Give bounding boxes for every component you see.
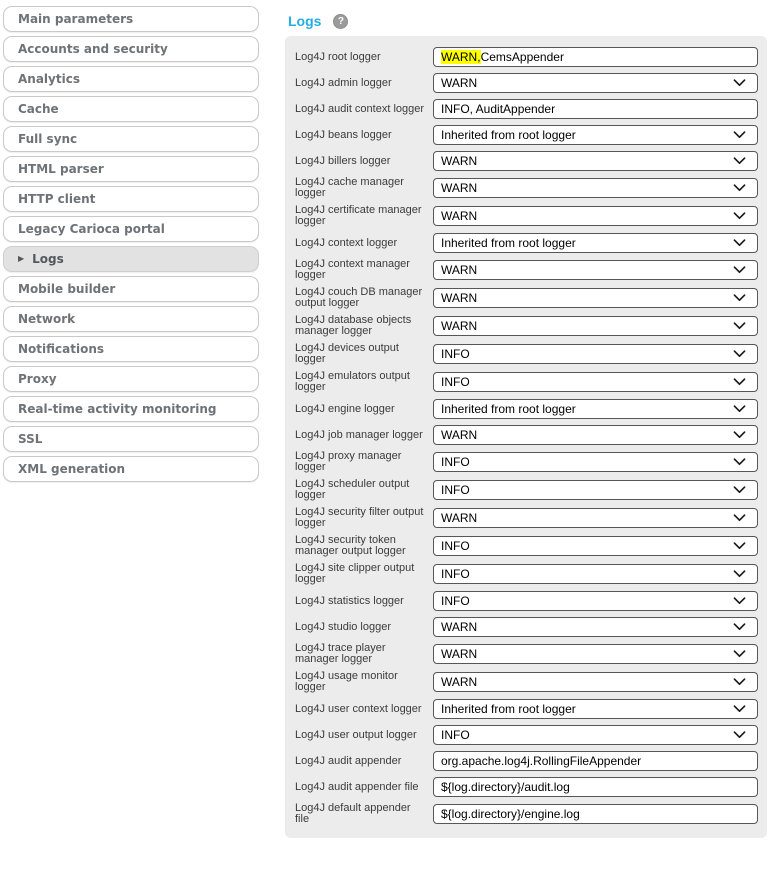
selected-value: WARN: [441, 511, 478, 525]
form-row: [295, 591, 758, 611]
sidebar-item-label: Mobile builder: [18, 282, 116, 296]
field-control: [433, 399, 758, 419]
field-label: Log4J root logger: [295, 50, 381, 63]
form-row: [295, 803, 758, 825]
input-value: ${log.directory}/audit.log: [441, 780, 570, 794]
selected-value: WARN: [441, 319, 478, 333]
selected-value: INFO: [441, 347, 470, 361]
field-label: Log4J user context logger: [295, 702, 422, 715]
field-control: [433, 206, 758, 226]
sidebar-item-accounts-and-security[interactable]: [3, 36, 259, 62]
sidebar-item-main-parameters[interactable]: [3, 6, 259, 32]
search-highlight: WARN,: [441, 50, 481, 64]
field-label: Log4J devices output logger: [295, 342, 399, 365]
field-control: [433, 151, 758, 171]
log4j-root-logger-input[interactable]: [433, 47, 758, 67]
field-control: [433, 425, 758, 445]
section-header: [285, 6, 767, 36]
form-row: [295, 777, 758, 797]
log4j-user-output-logger-select[interactable]: [433, 725, 758, 745]
chevron-down-icon: [733, 650, 746, 658]
chevron-down-icon: [733, 184, 746, 192]
selected-value: INFO: [441, 594, 470, 608]
form-row: [295, 699, 758, 719]
log4j-billers-logger-select[interactable]: [433, 151, 758, 171]
form-row: [295, 617, 758, 637]
field-label: Log4J engine logger: [295, 402, 395, 415]
sidebar-item-cache[interactable]: [3, 96, 259, 122]
field-label: Log4J billers logger: [295, 154, 391, 167]
field-control: [433, 644, 758, 664]
selected-value: WARN: [441, 154, 478, 168]
chevron-down-icon: [733, 731, 746, 739]
chevron-down-icon: [733, 542, 746, 550]
log4j-usage-monitor-logger-select[interactable]: [433, 672, 758, 692]
chevron-down-icon: [733, 486, 746, 494]
chevron-down-icon: [733, 79, 746, 87]
sidebar-item-full-sync[interactable]: [3, 126, 259, 152]
chevron-down-icon: [733, 705, 746, 713]
field-control: [433, 99, 758, 119]
selected-value: Inherited from root logger: [441, 128, 576, 142]
field-label: Log4J audit appender: [295, 754, 402, 767]
log4j-default-appender-file-input[interactable]: [433, 804, 758, 824]
log4j-job-manager-logger-select[interactable]: [433, 425, 758, 445]
field-control: [433, 536, 758, 556]
page-title: Logs: [288, 13, 322, 29]
field-label: Log4J security token manager output logger: [295, 534, 406, 557]
log4j-context-manager-logger-select[interactable]: [433, 260, 758, 280]
form-row: [295, 479, 758, 501]
form-row: [295, 177, 758, 199]
log4j-engine-logger-select[interactable]: [433, 399, 758, 419]
sidebar-item-label: HTML parser: [18, 162, 104, 176]
selected-value: INFO: [441, 375, 470, 389]
selected-value: WARN: [441, 647, 478, 661]
chevron-down-icon: [733, 350, 746, 358]
chevron-down-icon: [733, 212, 746, 220]
sidebar-item-label: Legacy Carioca portal: [18, 222, 165, 236]
field-control: [433, 260, 758, 280]
selected-value: INFO: [441, 483, 470, 497]
log4j-admin-logger-select[interactable]: [433, 73, 758, 93]
log4j-database-objects-manager-logger-select[interactable]: [433, 316, 758, 336]
field-label: Log4J proxy manager logger: [295, 450, 402, 473]
field-control: [433, 508, 758, 528]
sidebar-item-real-time-activity-monitoring[interactable]: [3, 396, 259, 422]
field-control: [433, 804, 758, 824]
form-row: [295, 751, 758, 771]
form-row: [295, 343, 758, 365]
form-row: [295, 643, 758, 665]
form-row: [295, 287, 758, 309]
field-label: Log4J statistics logger: [295, 594, 404, 607]
chevron-down-icon: [733, 514, 746, 522]
form-row: [295, 425, 758, 445]
input-value: INFO, AuditAppender: [441, 102, 556, 116]
sidebar: [3, 6, 259, 838]
field-label: Log4J certificate manager logger: [295, 204, 422, 227]
field-control: [433, 672, 758, 692]
field-label: Log4J trace player manager logger: [295, 642, 386, 665]
field-label: Log4J audit context logger: [295, 102, 425, 115]
form-row: [295, 73, 758, 93]
input-value: ${log.directory}/engine.log: [441, 807, 580, 821]
form-row: [295, 563, 758, 585]
sidebar-item-label: Main parameters: [18, 12, 134, 26]
field-control: [433, 316, 758, 336]
chevron-down-icon: [733, 678, 746, 686]
form-row: [295, 725, 758, 745]
chevron-down-icon: [733, 623, 746, 631]
form-row: [295, 259, 758, 281]
log4j-cache-manager-logger-select[interactable]: [433, 178, 758, 198]
field-label: Log4J beans logger: [295, 128, 392, 141]
log4j-site-clipper-output-logger-select[interactable]: [433, 564, 758, 584]
form-row: [295, 535, 758, 557]
field-control: [433, 344, 758, 364]
log4j-security-filter-output-logger-select[interactable]: [433, 508, 758, 528]
field-control: [433, 725, 758, 745]
field-control: [433, 480, 758, 500]
chevron-down-icon: [733, 239, 746, 247]
field-label: Log4J job manager logger: [295, 428, 423, 441]
sidebar-item-label: Accounts and security: [18, 42, 168, 56]
sidebar-item-label: Full sync: [18, 132, 78, 146]
sidebar-item-label: XML generation: [18, 462, 126, 476]
selected-value: Inherited from root logger: [441, 702, 576, 716]
sidebar-item-label: SSL: [18, 432, 43, 446]
chevron-down-icon: [733, 131, 746, 139]
sidebar-item-label: Notifications: [18, 342, 105, 356]
field-control: [433, 699, 758, 719]
field-label: Log4J scheduler output logger: [295, 478, 410, 501]
field-control: [433, 372, 758, 392]
chevron-down-icon: [733, 378, 746, 386]
selected-value: WARN: [441, 209, 478, 223]
sidebar-item-analytics[interactable]: [3, 66, 259, 92]
chevron-down-icon: [733, 431, 746, 439]
sidebar-item-http-client[interactable]: [3, 186, 259, 212]
field-control: [433, 47, 758, 67]
field-label: Log4J emulators output logger: [295, 370, 410, 393]
log4j-trace-player-manager-logger-select[interactable]: [433, 644, 758, 664]
logs-settings-panel: [285, 36, 767, 838]
selected-value: WARN: [441, 620, 478, 634]
form-row: [295, 205, 758, 227]
caret-right-icon: ▶: [18, 254, 25, 263]
chevron-down-icon: [733, 405, 746, 413]
help-icon[interactable]: ?: [333, 14, 348, 29]
log4j-certificate-manager-logger-select[interactable]: [433, 206, 758, 226]
field-label: Log4J admin logger: [295, 76, 392, 89]
field-label: Log4J database objects manager logger: [295, 314, 412, 337]
log4j-beans-logger-select[interactable]: [433, 125, 758, 145]
selected-value: Inherited from root logger: [441, 402, 576, 416]
log4j-scheduler-output-logger-select[interactable]: [433, 480, 758, 500]
log4j-audit-appender-file-input[interactable]: [433, 777, 758, 797]
selected-value: INFO: [441, 567, 470, 581]
form-row: [295, 671, 758, 693]
field-control: [433, 125, 758, 145]
field-control: [433, 233, 758, 253]
field-control: [433, 591, 758, 611]
sidebar-item-mobile-builder[interactable]: [3, 276, 259, 302]
sidebar-item-label: Network: [18, 312, 76, 326]
form-row: [295, 233, 758, 253]
field-control: [433, 564, 758, 584]
field-label: Log4J site clipper output logger: [295, 562, 415, 585]
form-row: [295, 125, 758, 145]
chevron-down-icon: [733, 597, 746, 605]
log4j-user-context-logger-select[interactable]: [433, 699, 758, 719]
log4j-statistics-logger-select[interactable]: [433, 591, 758, 611]
chevron-down-icon: [733, 157, 746, 165]
field-control: [433, 751, 758, 771]
chevron-down-icon: [733, 570, 746, 578]
selected-value: WARN: [441, 263, 478, 277]
selected-value: WARN: [441, 675, 478, 689]
field-label: Log4J context manager logger: [295, 258, 410, 281]
sidebar-item-label: Proxy: [18, 372, 57, 386]
sidebar-item-notifications[interactable]: [3, 336, 259, 362]
selected-value: INFO: [441, 539, 470, 553]
sidebar-item-xml-generation[interactable]: [3, 456, 259, 482]
chevron-down-icon: [733, 322, 746, 330]
log4j-security-token-manager-output-logger-select[interactable]: [433, 536, 758, 556]
selected-value: INFO: [441, 728, 470, 742]
chevron-down-icon: [733, 294, 746, 302]
sidebar-item-legacy-carioca-portal[interactable]: [3, 216, 259, 242]
form-row: [295, 151, 758, 171]
field-control: [433, 777, 758, 797]
form-row: [295, 451, 758, 473]
log4j-devices-output-logger-select[interactable]: [433, 344, 758, 364]
chevron-down-icon: [733, 458, 746, 466]
sidebar-item-logs[interactable]: [3, 246, 259, 272]
field-label: Log4J couch DB manager output logger: [295, 286, 423, 309]
form-row: [295, 507, 758, 529]
form-row: [295, 315, 758, 337]
input-value: org.apache.log4j.RollingFileAppender: [441, 754, 642, 768]
field-control: [433, 178, 758, 198]
sidebar-item-label: Cache: [18, 102, 59, 116]
field-control: [433, 73, 758, 93]
field-control: [433, 452, 758, 472]
selected-value: INFO: [441, 455, 470, 469]
sidebar-item-label: HTTP client: [18, 192, 96, 206]
field-label: Log4J usage monitor logger: [295, 670, 398, 693]
field-label: Log4J default appender file: [295, 802, 411, 825]
sidebar-item-proxy[interactable]: [3, 366, 259, 392]
sidebar-item-label: Analytics: [18, 72, 80, 86]
sidebar-item-label: Logs: [32, 252, 64, 266]
log4j-proxy-manager-logger-select[interactable]: [433, 452, 758, 472]
chevron-down-icon: [733, 266, 746, 274]
sidebar-item-ssl[interactable]: [3, 426, 259, 452]
selected-value: WARN: [441, 76, 478, 90]
input-value: CemsAppender: [480, 50, 564, 64]
field-control: [433, 617, 758, 637]
field-label: Log4J cache manager logger: [295, 176, 404, 199]
log4j-context-logger-select[interactable]: [433, 233, 758, 253]
selected-value: Inherited from root logger: [441, 236, 576, 250]
form-row: [295, 371, 758, 393]
selected-value: WARN: [441, 428, 478, 442]
sidebar-item-network[interactable]: [3, 306, 259, 332]
sidebar-item-label: Real-time activity monitoring: [18, 402, 217, 416]
log4j-audit-appender-input[interactable]: [433, 751, 758, 771]
field-label: Log4J context logger: [295, 236, 398, 249]
field-label: Log4J audit appender file: [295, 780, 419, 793]
field-label: Log4J security filter output logger: [295, 506, 424, 529]
log4j-audit-context-logger-input[interactable]: [433, 99, 758, 119]
form-row: [295, 47, 758, 67]
form-row: [295, 99, 758, 119]
field-control: [433, 288, 758, 308]
log4j-studio-logger-select[interactable]: [433, 617, 758, 637]
form-row: [295, 399, 758, 419]
sidebar-item-html-parser[interactable]: [3, 156, 259, 182]
log4j-couch-db-manager-output-logger-select[interactable]: [433, 288, 758, 308]
log4j-emulators-output-logger-select[interactable]: [433, 372, 758, 392]
field-label: Log4J user output logger: [295, 728, 417, 741]
selected-value: WARN: [441, 181, 478, 195]
main-content: [285, 6, 767, 838]
field-label: Log4J studio logger: [295, 620, 392, 633]
selected-value: WARN: [441, 291, 478, 305]
